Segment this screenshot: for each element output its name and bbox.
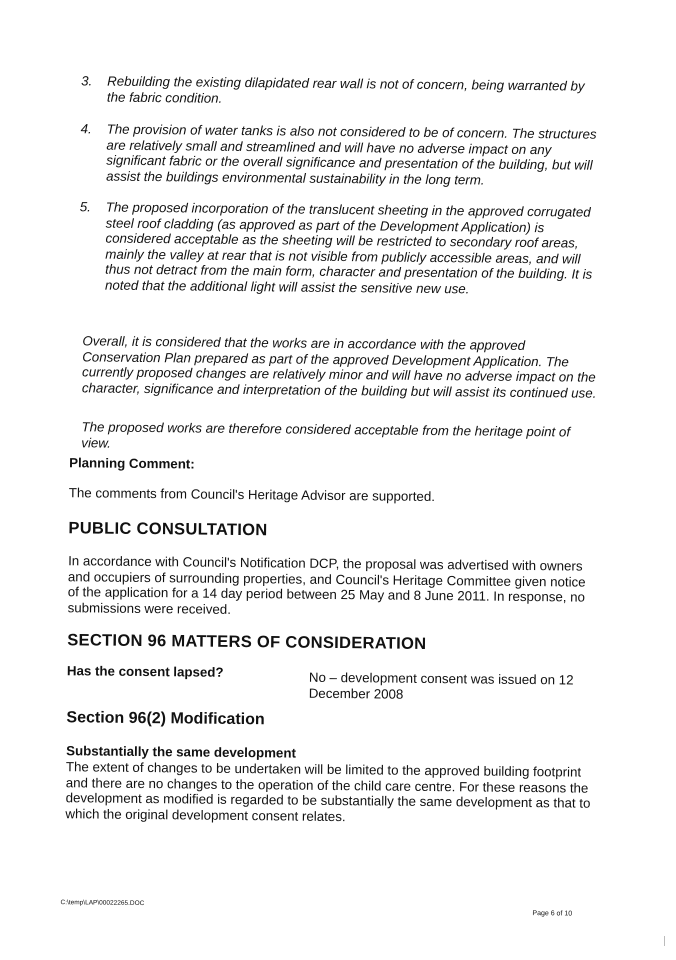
planning-comment-heading: Planning Comment:: [69, 455, 195, 472]
overall-paragraph: Overall, it is considered that the works are in accordance with the approved Conservation Plan prepared as part of the approved Development Application. The currently proposed changes are relatively minor and will have no adverse impact on the character, significance and interpretation of the building but will assist its continued use.: [81, 333, 597, 401]
footer-page-number: Page 6 of 10: [532, 910, 573, 918]
list-item-number: 3.: [81, 73, 93, 89]
conclusion-paragraph: The proposed works are therefore considered acceptable from the heritage point of view.: [81, 419, 571, 451]
modification-heading: Section 96(2) Modification: [66, 709, 265, 729]
list-item-number: 5.: [79, 199, 91, 215]
modification-subheading: Substantially the same development: [66, 743, 297, 761]
modification-text: The extent of changes to be undertaken will be limited to the approved building footprint and there are no changes to the operation of the child care centre. For these reasons the development as modified is regarded to be substantially the same development as that to which the original development consent relates.: [65, 759, 591, 824]
list-item-text: Rebuilding the existing dilapidated rear wall is not of concern, being warranted by the fabric condition.: [106, 73, 585, 106]
public-consultation-text: In accordance with Council's Notification DCP, the proposal was advertised with owners and occupiers of surrounding properties, and Council's Heritage Committee given notice of the application for a 14 day period between 25 May and 8 June 2011. In response, no submissions were received.: [67, 553, 586, 617]
planning-comment-text: The comments from Council's Heritage Advisor are supported.: [68, 485, 436, 505]
consent-lapsed-question: Has the consent lapsed?: [66, 663, 224, 680]
list-item-number: 4.: [80, 121, 92, 137]
list-item-5: [79, 199, 600, 298]
list-item-text: The provision of water tanks is also not considered to be of concern. The structures are relatively small and streamlined and will have no adverse impact on any significant fabric or the overall significance and presentation of the building, but will assist the buildings environmental sustainability in the long term.: [106, 121, 597, 188]
list-item-4: [80, 121, 601, 189]
public-consultation-heading: PUBLIC CONSULTATION: [68, 519, 268, 540]
footer-file-path: C:\temp\LAP\00022265.DOC: [60, 899, 145, 908]
scan-edge-mark: [664, 936, 665, 946]
consent-lapsed-answer: No – development consent was issued on 12 December 2008: [308, 669, 574, 702]
list-item-3: [81, 73, 601, 110]
list-item-text: The proposed incorporation of the translucent sheeting in the approved corrugated steel roof cladding (as approved as part of the Development Application) is considered acceptable as the sheeting will be restricted to secondary roof areas, mainly the valley at rear that is not visible from publicly accessible areas, and will thus not detract from the main form, character and presentation of the building. It is noted that the additional light will assist the sensitive new use.: [104, 199, 593, 297]
section-96-heading: SECTION 96 MATTERS OF CONSIDERATION: [67, 631, 427, 653]
